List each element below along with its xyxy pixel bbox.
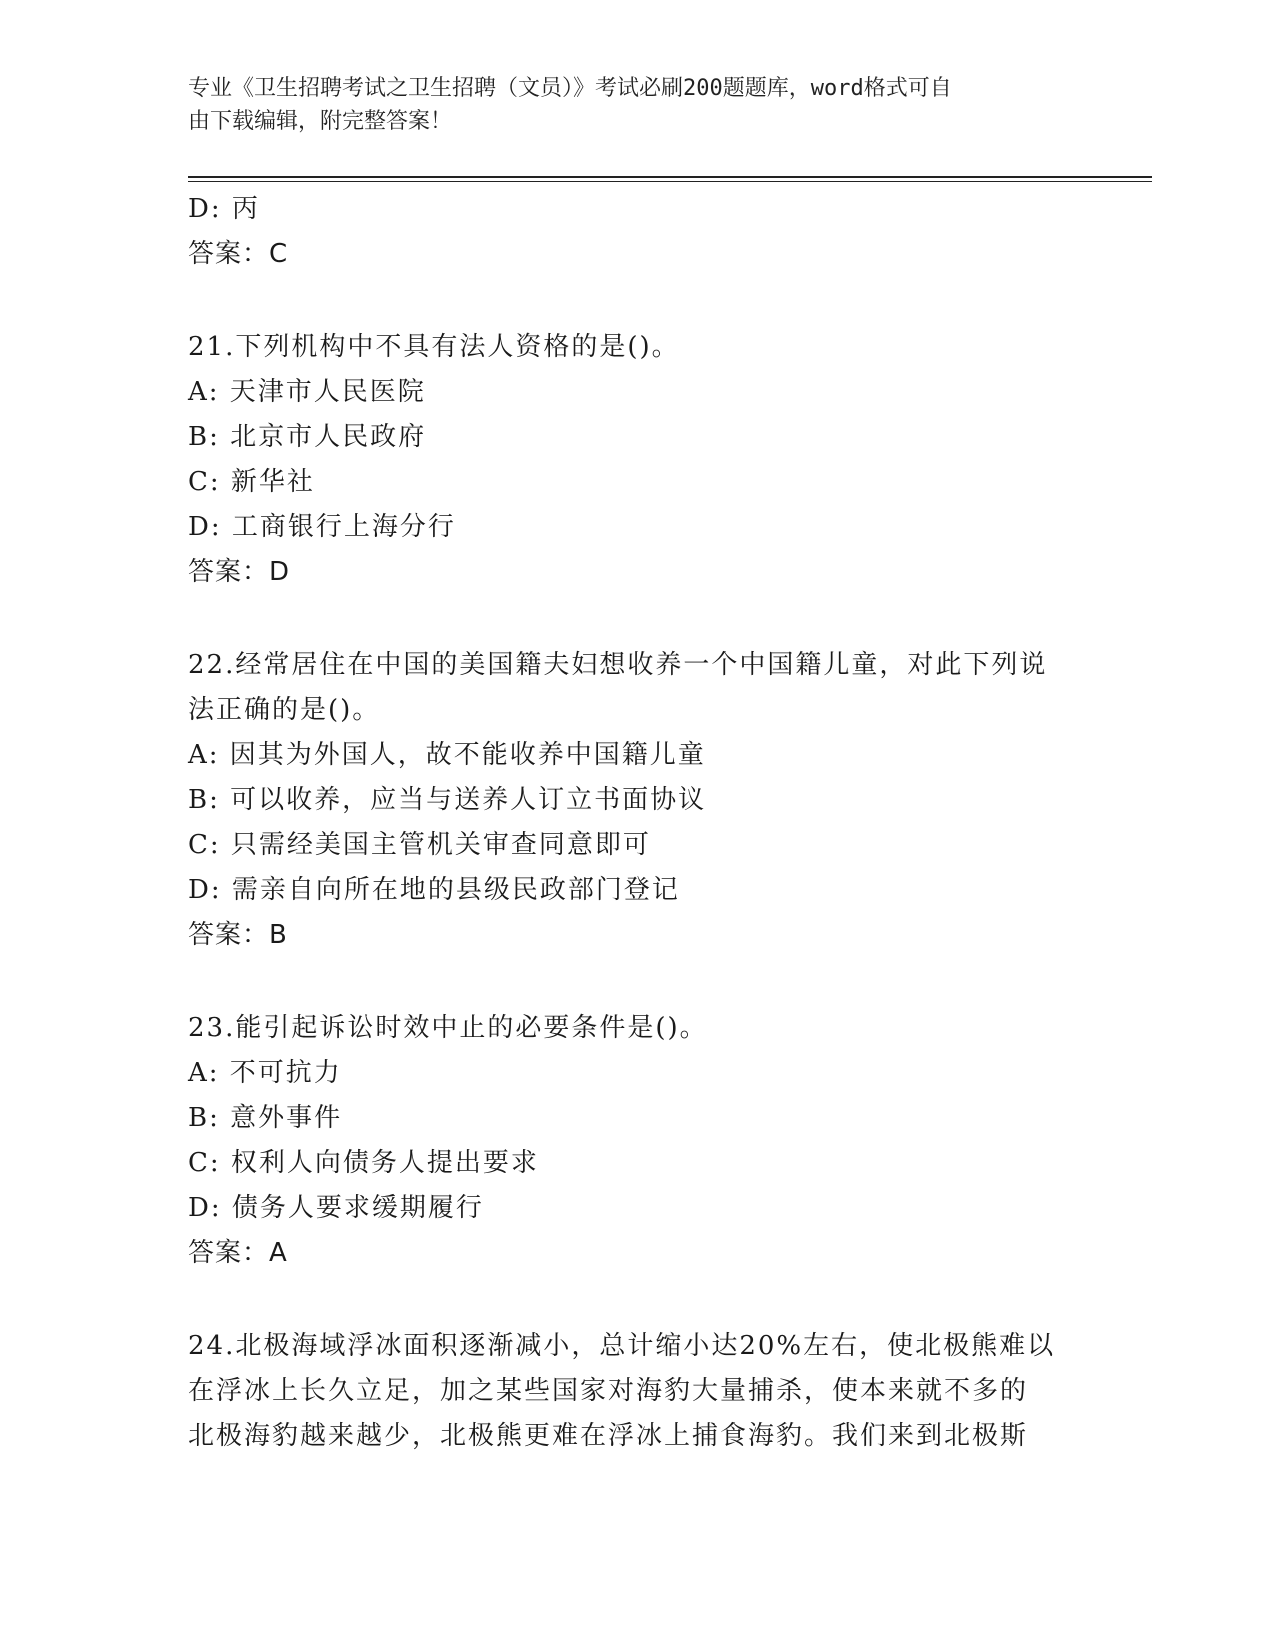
question-title-line-2: 法正确的是()。 [188,695,381,725]
header-divider-thin [188,181,1152,182]
option-d: D: 工商银行上海分行 [188,512,456,542]
option-b: B: 可以收养，应当与送养人订立书面协议 [188,785,707,815]
answer: 答案：C [188,239,289,269]
question-title: 21.下列机构中不具有法人资格的是()。 [188,332,680,362]
question-text-line-3: 北极海豹越来越少，北极熊更难在浮冰上捕食海豹。我们来到北极斯 [188,1421,1029,1451]
option-c: C: 权利人向债务人提出要求 [188,1148,539,1178]
option-a: A: 不可抗力 [188,1058,342,1088]
question-text-line-2: 在浮冰上长久立足，加之某些国家对海豹大量捕杀，使本来就不多的 [188,1376,1029,1406]
option-a: A: 天津市人民医院 [188,377,426,407]
option-c: C: 只需经美国主管机关审查同意即可 [188,830,651,860]
answer: 答案：B [188,920,288,950]
question-title-line-1: 22.经常居住在中国的美国籍夫妇想收养一个中国籍儿童，对此下列说 [188,650,1048,680]
option-c: C: 新华社 [188,467,315,497]
option-d: D: 债务人要求缓期履行 [188,1193,484,1223]
option-a: A: 因其为外国人，故不能收养中国籍儿童 [188,740,706,770]
header-line-2: 由下载编辑，附完整答案！ [188,109,453,134]
answer: 答案：A [188,1238,288,1268]
option-d: D: 需亲自向所在地的县级民政部门登记 [188,875,680,905]
question-23 [188,1006,1088,1276]
question-24 [188,1324,1088,1459]
option-b: B: 意外事件 [188,1103,343,1133]
question-21 [188,325,1088,595]
question-text-line-1: 24.北极海域浮冰面积逐渐减小，总计缩小达20%左右，使北极熊难以 [188,1331,1056,1361]
option-d: D: 丙 [188,194,260,224]
document-header [188,72,1068,138]
question-title: 23.能引起诉讼时效中止的必要条件是()。 [188,1013,708,1043]
answer: 答案：D [188,557,291,587]
header-line-1: 专业《卫生招聘考试之卫生招聘（文员）》考试必刷200题题库，word格式可自 [188,76,952,101]
document-body [188,187,1088,1459]
question-22 [188,643,1088,958]
header-divider-thick [188,176,1152,178]
option-b: B: 北京市人民政府 [188,422,427,452]
